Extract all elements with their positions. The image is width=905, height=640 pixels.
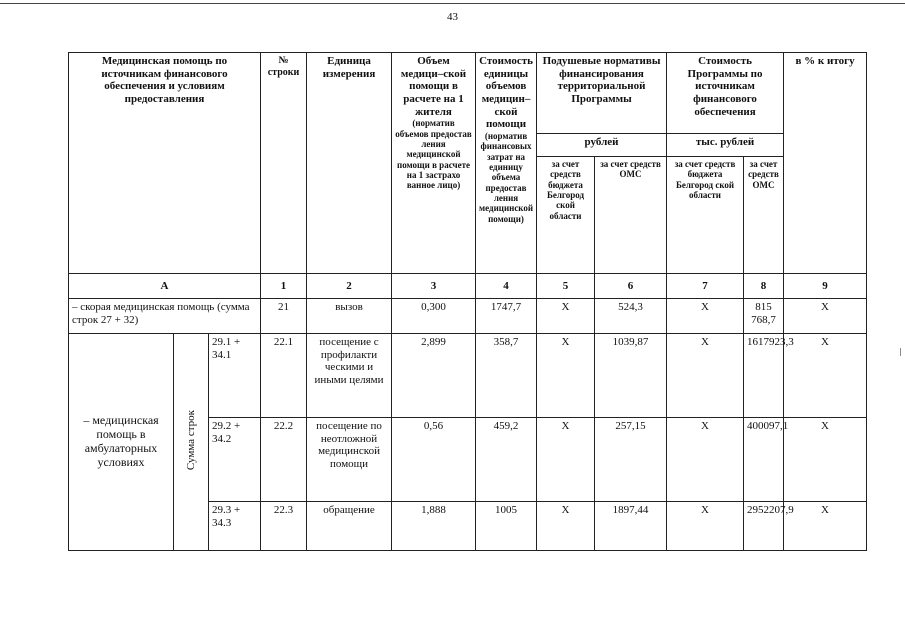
header-col-4	[476, 53, 537, 274]
row-number: 22.2	[261, 418, 307, 502]
header-col-2: Единица измерения	[307, 53, 392, 274]
ambulatory-row	[69, 334, 867, 418]
index-cell: 3	[392, 274, 476, 299]
value-cell: 1005	[476, 502, 537, 551]
index-cell: 5	[537, 274, 595, 299]
value-cell: X	[667, 502, 744, 551]
value-cell: 358,7	[476, 334, 537, 418]
header-program-cost-group: Стоимость Программы по источникам финансового обеспечения	[667, 53, 784, 134]
margin-mark	[900, 348, 901, 356]
value-cell: 815 768,7	[744, 299, 784, 334]
unit-cell: посещение с профилакти ческими и иными целями	[307, 334, 392, 418]
index-cell: 4	[476, 274, 537, 299]
value-cell: 2952207,9	[744, 502, 784, 551]
header-col-4-sub: (норматив финансовых затрат на единицу объема предостав ления медицинской помощи)	[479, 130, 534, 224]
index-cell: 7	[667, 274, 744, 299]
top-rule	[0, 3, 905, 4]
value-cell: X	[784, 418, 867, 502]
value-cell: X	[784, 334, 867, 418]
ambulance-label: – скорая медицинская помощь (сумма строк 27 + 32)	[69, 299, 261, 334]
value-cell: X	[667, 334, 744, 418]
index-cell: 8	[744, 274, 784, 299]
sum-formula: 29.1 + 34.1	[209, 334, 261, 418]
header-per-capita-group: Подушевые нормативы финансирования территориальной Программы	[537, 53, 667, 134]
header-col-a: Медицинская помощь по источникам финансового обеспечения и условиям предоставления	[69, 53, 261, 274]
sum-formula: 29.3 + 34.3	[209, 502, 261, 551]
index-row	[69, 274, 867, 299]
header-col-3-main: Объем медици–ской помощи в расчете на 1 жителя	[400, 55, 467, 118]
header-col-1: № строки	[261, 53, 307, 274]
index-cell: 1	[261, 274, 307, 299]
header-col-9: в % к итогу	[784, 53, 867, 274]
row-number: 22.3	[261, 502, 307, 551]
ambulatory-label: – медицинская помощь в амбулаторных условиях	[69, 334, 174, 551]
ambulance-row	[69, 299, 867, 334]
row-number: 21	[261, 299, 307, 334]
value-cell: 1,888	[392, 502, 476, 551]
unit-cell: посещение по неотложной медицинской помощи	[307, 418, 392, 502]
header-col-7: за счет средств бюджета Белгород ской области	[667, 157, 744, 274]
header-col-4-main: Стоимость единицы объемов медицин– ской помощи	[479, 55, 533, 131]
header-col-5: за счет средств бюджета Белгород ской области	[537, 157, 595, 274]
sum-rows-label-cell	[174, 334, 209, 551]
index-cell-a: А	[69, 274, 261, 299]
unit-cell: вызов	[307, 299, 392, 334]
row-number: 22.1	[261, 334, 307, 418]
value-cell: 1617923,3	[744, 334, 784, 418]
value-cell: X	[667, 299, 744, 334]
header-unit-rubles: рублей	[537, 134, 667, 157]
page-number: 43	[447, 11, 458, 23]
value-cell: 0,56	[392, 418, 476, 502]
value-cell: 1897,44	[595, 502, 667, 551]
value-cell: X	[784, 299, 867, 334]
value-cell: 400097,1	[744, 418, 784, 502]
value-cell: X	[667, 418, 744, 502]
program-cost-table	[68, 52, 867, 551]
value-cell: X	[537, 502, 595, 551]
header-col-3	[392, 53, 476, 274]
value-cell: X	[784, 502, 867, 551]
sum-formula: 29.2 + 34.2	[209, 418, 261, 502]
value-cell: 2,899	[392, 334, 476, 418]
header-row-1	[69, 53, 867, 134]
value-cell: X	[537, 299, 595, 334]
sum-rows-label: Сумма строк	[184, 410, 197, 471]
header-col-3-sub: (норматив объемов предостав ления медицинской помощи в расчете на 1 застрахо ванное лицо)	[395, 118, 472, 191]
index-cell: 6	[595, 274, 667, 299]
value-cell: 0,300	[392, 299, 476, 334]
header-unit-thousand-rubles: тыс. рублей	[667, 134, 784, 157]
value-cell: 1039,87	[595, 334, 667, 418]
value-cell: X	[537, 334, 595, 418]
value-cell: 459,2	[476, 418, 537, 502]
value-cell: 524,3	[595, 299, 667, 334]
header-col-8: за счет средств ОМС	[744, 157, 784, 274]
unit-cell: обращение	[307, 502, 392, 551]
value-cell: 1747,7	[476, 299, 537, 334]
index-cell: 2	[307, 274, 392, 299]
value-cell: X	[537, 418, 595, 502]
header-col-6: за счет средств ОМС	[595, 157, 667, 274]
value-cell: 257,15	[595, 418, 667, 502]
index-cell: 9	[784, 274, 867, 299]
